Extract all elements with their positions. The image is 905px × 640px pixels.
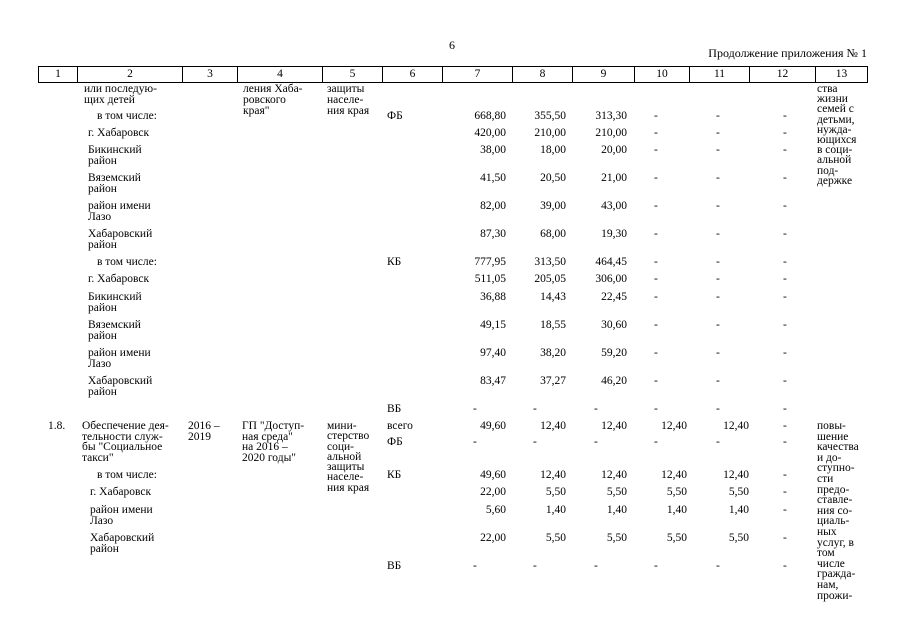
row-value-7: - — [473, 560, 477, 572]
row-value-9: - — [594, 403, 598, 415]
row-value-12: - — [783, 256, 787, 268]
header-col-1: 1 — [55, 68, 61, 80]
row-value-10: - — [654, 110, 658, 122]
row-value-11: 5,50 — [728, 486, 749, 498]
row-value-9: 1,40 — [606, 504, 627, 516]
header-col-8: 8 — [512, 67, 572, 82]
row-value-8: 355,50 — [534, 110, 566, 122]
row-territory-name: район имени Лазо — [88, 347, 151, 370]
row-fund-source: ФБ — [387, 436, 403, 448]
row-value-11: - — [716, 200, 720, 212]
table-header — [38, 66, 868, 83]
row-value-11: - — [716, 256, 720, 268]
row-territory-name: Хабаровский район — [88, 228, 153, 251]
row-value-7: 777,95 — [474, 256, 506, 268]
row-value-8: 12,40 — [540, 469, 566, 481]
cont-executor: защиты населе- ния края — [327, 83, 370, 117]
item-years: 2016 – 2019 — [188, 420, 220, 443]
row-value-7: 420,00 — [474, 127, 506, 139]
row-territory-name: Хабаровский район — [90, 532, 155, 555]
row-territory-name: Бикинский район — [88, 291, 142, 314]
row-value-8: - — [533, 560, 537, 572]
row-value-8: 39,00 — [540, 200, 566, 212]
row-value-9: - — [594, 560, 598, 572]
row-value-12: - — [783, 110, 787, 122]
row-value-10: 12,40 — [661, 469, 687, 481]
row-value-12: - — [783, 436, 787, 448]
row-value-8: - — [533, 436, 537, 448]
row-value-8: 38,20 — [540, 347, 566, 359]
row-value-10: - — [654, 144, 658, 156]
header-col-13: 13 — [815, 67, 867, 82]
row-value-9: 19,30 — [601, 228, 627, 240]
row-value-9: 59,20 — [601, 347, 627, 359]
row-value-12: - — [783, 532, 787, 544]
item-number: 1.8. — [48, 420, 66, 432]
row-value-7: 97,40 — [480, 347, 506, 359]
row-value-12: - — [783, 486, 787, 498]
row-value-10: - — [654, 347, 658, 359]
row-value-8: 5,50 — [545, 486, 566, 498]
row-value-7: 5,60 — [485, 504, 506, 516]
item-program: ГП "Доступ- ная среда" на 2016 – 2020 годы" — [242, 420, 305, 464]
row-value-7: 511,05 — [474, 273, 506, 285]
row-value-10: - — [654, 273, 658, 285]
row-value-12: - — [783, 228, 787, 240]
row-value-11: 1,40 — [728, 504, 749, 516]
cont-program: ления Хаба- ровского края" — [243, 83, 303, 117]
row-value-12: - — [783, 375, 787, 387]
row-territory-name: в том числе: — [97, 469, 157, 481]
row-value-9: 46,20 — [601, 375, 627, 387]
row-value-11: - — [716, 403, 720, 415]
row-value-7: 49,15 — [480, 319, 506, 331]
row-value-12: - — [783, 172, 787, 184]
row-value-9: 12,40 — [601, 420, 627, 432]
row-value-7: - — [473, 403, 477, 415]
row-value-9: 21,00 — [601, 172, 627, 184]
row-value-11: - — [716, 110, 720, 122]
row-value-8: 1,40 — [545, 504, 566, 516]
row-value-8: 18,55 — [540, 319, 566, 331]
row-value-10: 12,40 — [661, 420, 687, 432]
row-value-11: 12,40 — [723, 469, 749, 481]
row-value-10: - — [654, 403, 658, 415]
row-value-12: - — [783, 273, 787, 285]
row-value-9: 20,00 — [601, 144, 627, 156]
row-value-9: - — [594, 436, 598, 448]
item-result: повы- шение качества и до- ступно- сти предо- ставле- ния со- циаль- ных услуг, в том числе гражда- нам, прожи- — [817, 420, 859, 602]
row-value-8: - — [533, 403, 537, 415]
header-col-4: 4 — [237, 67, 322, 82]
header-col-5: 5 — [322, 67, 382, 82]
item-title: Обеспечение дея- тельности служ- бы "Социальное такси" — [82, 420, 169, 464]
row-value-9: 22,45 — [601, 291, 627, 303]
row-value-8: 14,43 — [540, 291, 566, 303]
row-value-12: - — [783, 319, 787, 331]
row-value-7: 38,00 — [480, 144, 506, 156]
row-value-8: 5,50 — [545, 532, 566, 544]
row-fund-source: ФБ — [387, 110, 403, 122]
row-value-8: 68,00 — [540, 228, 566, 240]
row-value-12: - — [783, 127, 787, 139]
row-value-10: - — [654, 228, 658, 240]
row-value-11: 12,40 — [723, 420, 749, 432]
row-value-12: - — [783, 200, 787, 212]
row-value-8: 20,50 — [540, 172, 566, 184]
row-value-9: 313,30 — [595, 110, 627, 122]
row-value-12: - — [783, 347, 787, 359]
row-territory-name: г. Хабаровск — [90, 486, 152, 498]
row-value-7: 82,00 — [480, 200, 506, 212]
header-col-3: 3 — [182, 67, 237, 82]
row-territory-name: Хабаровский район — [88, 375, 153, 398]
row-value-11: - — [716, 347, 720, 359]
page-number: 6 — [449, 38, 455, 52]
row-value-8: 18,00 — [540, 144, 566, 156]
row-value-10: - — [654, 319, 658, 331]
item-executor: мини- стерство соци- альной защиты населе- ния края — [327, 420, 370, 494]
row-value-8: 12,40 — [540, 420, 566, 432]
row-territory-name: Бикинский район — [88, 144, 142, 167]
row-value-11: - — [716, 273, 720, 285]
row-fund-source: ВБ — [387, 560, 402, 572]
row-value-9: 12,40 — [601, 469, 627, 481]
header-col-10: 10 — [634, 67, 689, 82]
row-value-11: - — [716, 172, 720, 184]
row-value-11: - — [716, 291, 720, 303]
row-value-7: 49,60 — [480, 469, 506, 481]
row-value-10: - — [654, 291, 658, 303]
row-value-7: - — [473, 436, 477, 448]
row-value-8: 210,00 — [534, 127, 566, 139]
header-col-7: 7 — [442, 67, 512, 82]
row-value-10: - — [654, 375, 658, 387]
cont-result: ства жизни семей с детьми, нужда- ющихся в соци- альной под- держке — [817, 83, 857, 187]
header-col-9: 9 — [572, 67, 634, 82]
appendix-continuation-title: Продолжение приложения № 1 — [708, 46, 867, 60]
row-value-12: - — [783, 504, 787, 516]
row-value-8: 205,05 — [534, 273, 566, 285]
row-value-7: 41,50 — [480, 172, 506, 184]
row-value-11: 5,50 — [728, 532, 749, 544]
row-territory-name: район имени Лазо — [90, 504, 153, 527]
row-value-7: 87,30 — [480, 228, 506, 240]
row-value-12: - — [783, 403, 787, 415]
row-territory-name: Вяземский район — [88, 319, 141, 342]
row-territory-name: в том числе: — [97, 256, 157, 268]
row-value-9: 306,00 — [595, 273, 627, 285]
header-col-12: 12 — [749, 67, 815, 82]
row-value-7: 22,00 — [480, 532, 506, 544]
row-value-9: 30,60 — [601, 319, 627, 331]
row-value-9: 5,50 — [606, 486, 627, 498]
row-value-12: - — [783, 291, 787, 303]
row-fund-source: ВБ — [387, 403, 402, 415]
header-col-11: 11 — [689, 67, 749, 82]
row-value-11: - — [716, 319, 720, 331]
row-value-10: 1,40 — [666, 504, 687, 516]
row-fund-source: всего — [387, 420, 413, 432]
row-value-9: 43,00 — [601, 200, 627, 212]
row-value-10: - — [654, 560, 658, 572]
row-territory-name: район имени Лазо — [88, 200, 151, 223]
row-value-7: 49,60 — [480, 420, 506, 432]
row-value-12: - — [783, 469, 787, 481]
row-value-11: - — [716, 436, 720, 448]
row-value-9: 464,45 — [595, 256, 627, 268]
row-value-11: - — [716, 127, 720, 139]
row-value-10: 5,50 — [666, 532, 687, 544]
row-fund-source: КБ — [387, 256, 402, 268]
row-territory-name: г. Хабаровск — [88, 127, 150, 139]
header-col-2: 2 — [77, 67, 182, 82]
row-value-11: - — [716, 144, 720, 156]
row-value-7: 36,88 — [480, 291, 506, 303]
row-fund-source: КБ — [387, 469, 402, 481]
row-value-10: - — [654, 127, 658, 139]
row-value-10: - — [654, 200, 658, 212]
row-value-11: - — [716, 560, 720, 572]
row-value-8: 37,27 — [540, 375, 566, 387]
row-value-10: - — [654, 172, 658, 184]
row-value-11: - — [716, 375, 720, 387]
row-value-10: 5,50 — [666, 486, 687, 498]
row-value-12: - — [783, 144, 787, 156]
row-value-9: 210,00 — [595, 127, 627, 139]
row-value-8: 313,50 — [534, 256, 566, 268]
row-value-9: 5,50 — [606, 532, 627, 544]
row-value-12: - — [783, 560, 787, 572]
row-territory-name: в том числе: — [97, 110, 157, 122]
row-territory-name: г. Хабаровск — [88, 273, 150, 285]
row-value-12: - — [783, 420, 787, 432]
row-value-10: - — [654, 436, 658, 448]
row-value-11: - — [716, 228, 720, 240]
row-value-7: 83,47 — [480, 375, 506, 387]
row-value-10: - — [654, 256, 658, 268]
row-value-7: 22,00 — [480, 486, 506, 498]
row-value-7: 668,80 — [474, 110, 506, 122]
cont-activity-name: или последую- щих детей — [84, 83, 157, 106]
header-col-6: 6 — [382, 67, 442, 82]
row-territory-name: Вяземский район — [88, 172, 141, 195]
